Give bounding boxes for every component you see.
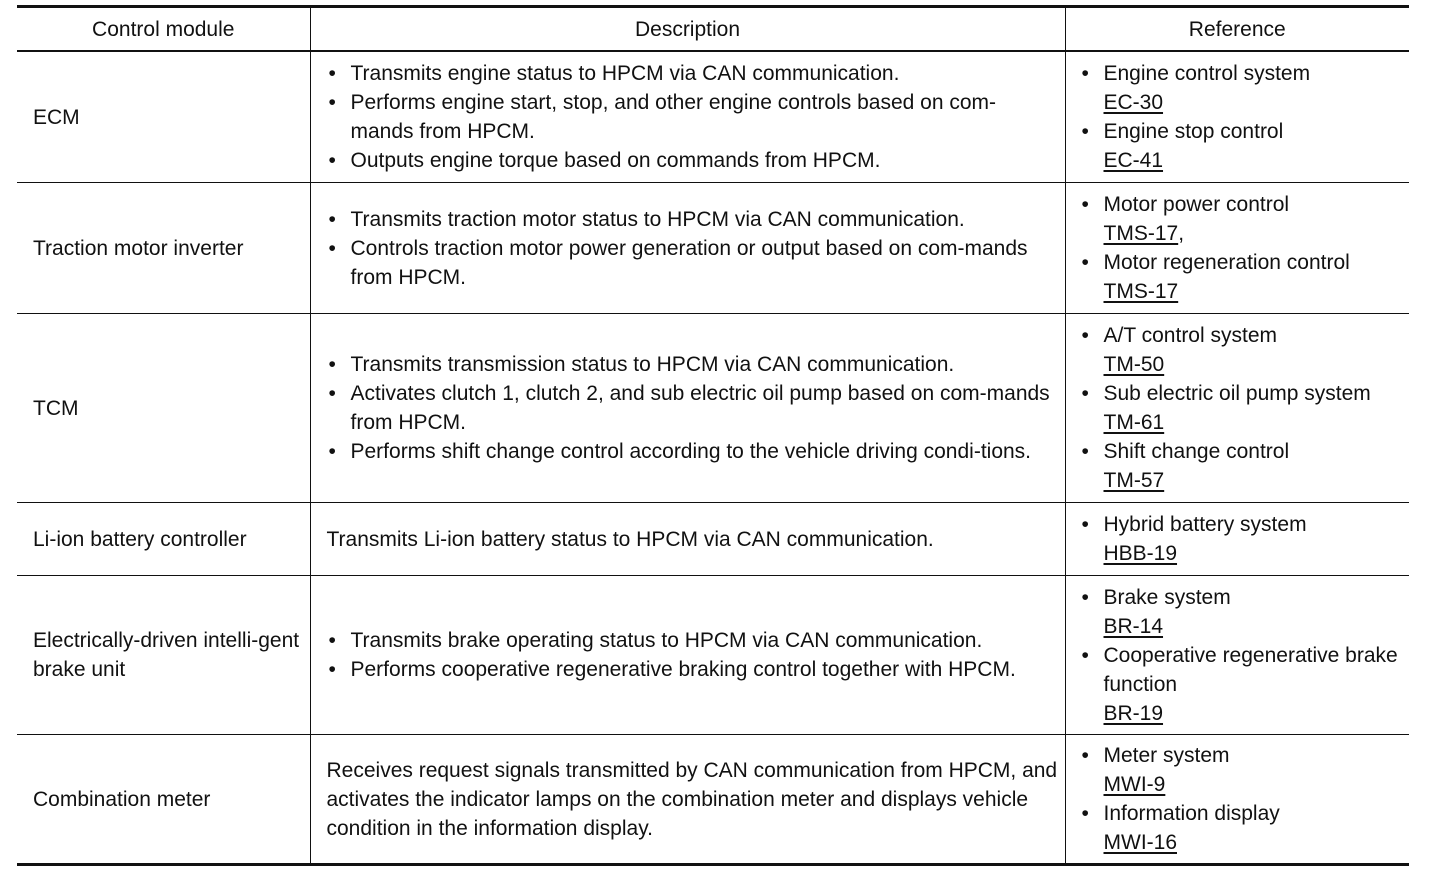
reference-cell [1065,51,1409,183]
table-row-ecm [17,51,1409,183]
description-item: • Performs cooperative regenerative braking control together with HPCM. [327,655,1059,684]
reference-item [1080,59,1406,117]
reference-list [1080,741,1406,857]
reference-cell [1065,503,1409,576]
reference-item [1080,510,1406,568]
reference-item [1080,379,1406,437]
table-row-brake-unit [17,576,1409,735]
reference-link-ec-30[interactable]: EC-30 [1103,91,1164,114]
reference-item [1080,799,1406,857]
reference-link-mwi-16[interactable]: MWI-16 [1103,831,1177,854]
description-item: • Transmits transmission status to HPCM via CAN communication. [327,350,1059,379]
reference-link-tms-17[interactable]: TMS-17 [1103,280,1179,303]
reference-list [1080,321,1406,495]
reference-label: Sub electric oil pump system [1103,382,1371,405]
reference-item [1080,190,1406,248]
description-item: • Performs engine start, stop, and other engine controls based on com-mands from HPCM. [327,88,1059,146]
reference-label: Motor power control [1103,193,1290,216]
reference-suffix: , [1178,222,1185,245]
description-item: • Controls traction motor power generation or output based on com-mands from HPCM. [327,234,1059,292]
module-name: Li-ion battery controller [17,503,310,576]
reference-label: Engine stop control [1103,120,1284,143]
reference-list [1080,510,1406,568]
description-cell [310,51,1065,183]
header-control-module: Control module [17,7,310,52]
description-cell [310,314,1065,503]
description-cell: Receives request signals transmitted by CAN communication from HPCM, and activates the indicator lamps on the combination meter and displays vehicle condition in the information display. [310,735,1065,865]
description-cell [310,576,1065,735]
reference-label: Motor regeneration control [1103,251,1350,274]
description-list [327,205,1059,292]
header-reference: Reference [1065,7,1409,52]
description-item: • Transmits traction motor status to HPCM via CAN communication. [327,205,1059,234]
reference-item [1080,117,1406,175]
module-name: TCM [17,314,310,503]
description-list [327,59,1059,175]
reference-label: Engine control system [1103,62,1311,85]
reference-item [1080,248,1406,306]
reference-label: Brake system [1103,585,1231,609]
reference-label: A/T control system [1103,324,1277,347]
reference-link-ec-41[interactable]: EC-41 [1103,149,1164,172]
reference-item [1080,741,1406,799]
reference-link-br-14[interactable]: BR-14 [1103,614,1164,638]
description-cell: Transmits Li-ion battery status to HPCM via CAN communication. [310,503,1065,576]
module-name: Combination meter [17,735,310,865]
description-item: • Outputs engine torque based on commands from HPCM. [327,146,1059,175]
description-item: • Transmits engine status to HPCM via CAN communication. [327,59,1059,88]
reference-code-line [1104,219,1406,248]
header-description: Description [310,7,1065,52]
table-row-tcm [17,314,1409,503]
control-module-table [17,5,1409,866]
table-row-combination-meter [17,735,1409,865]
reference-label: Hybrid battery system [1103,513,1307,536]
reference-label: Meter system [1103,744,1230,767]
reference-link-tm-50[interactable]: TM-50 [1103,353,1165,376]
table-row-li-ion-battery-controller [17,503,1409,576]
module-name: ECM [17,51,310,183]
reference-link-tms-17[interactable]: TMS-17 [1103,222,1179,245]
reference-cell [1065,735,1409,865]
reference-list [1080,190,1406,306]
reference-list [1080,583,1406,728]
reference-label: Shift change control [1103,440,1290,463]
reference-item [1080,437,1406,495]
reference-item [1080,321,1406,379]
description-list [327,350,1059,466]
reference-cell [1065,576,1409,735]
reference-link-tm-61[interactable]: TM-61 [1103,411,1165,434]
reference-item [1080,583,1406,641]
reference-link-br-19[interactable]: BR-19 [1103,701,1164,725]
description-item: • Performs shift change control according to the vehicle driving condi-tions. [327,437,1059,466]
description-item: • Activates clutch 1, clutch 2, and sub electric oil pump based on com-mands from HPCM. [327,379,1059,437]
reference-cell [1065,183,1409,314]
reference-link-mwi-9[interactable]: MWI-9 [1103,773,1166,796]
reference-label: Cooperative regenerative brake function [1103,643,1398,696]
description-item: • Transmits brake operating status to HPCM via CAN communication. [327,626,1059,655]
table-row-traction-motor-inverter [17,183,1409,314]
reference-cell [1065,314,1409,503]
reference-label: Information display [1103,802,1280,825]
reference-link-hbb-19[interactable]: HBB-19 [1103,542,1178,565]
reference-item [1080,641,1406,728]
description-list [327,626,1059,684]
module-name: Traction motor inverter [17,183,310,314]
reference-link-tm-57[interactable]: TM-57 [1103,469,1165,492]
module-name: Electrically-driven intelli-gent brake unit [17,576,310,735]
description-cell [310,183,1065,314]
reference-list [1080,59,1406,175]
table-header-row [17,7,1409,52]
